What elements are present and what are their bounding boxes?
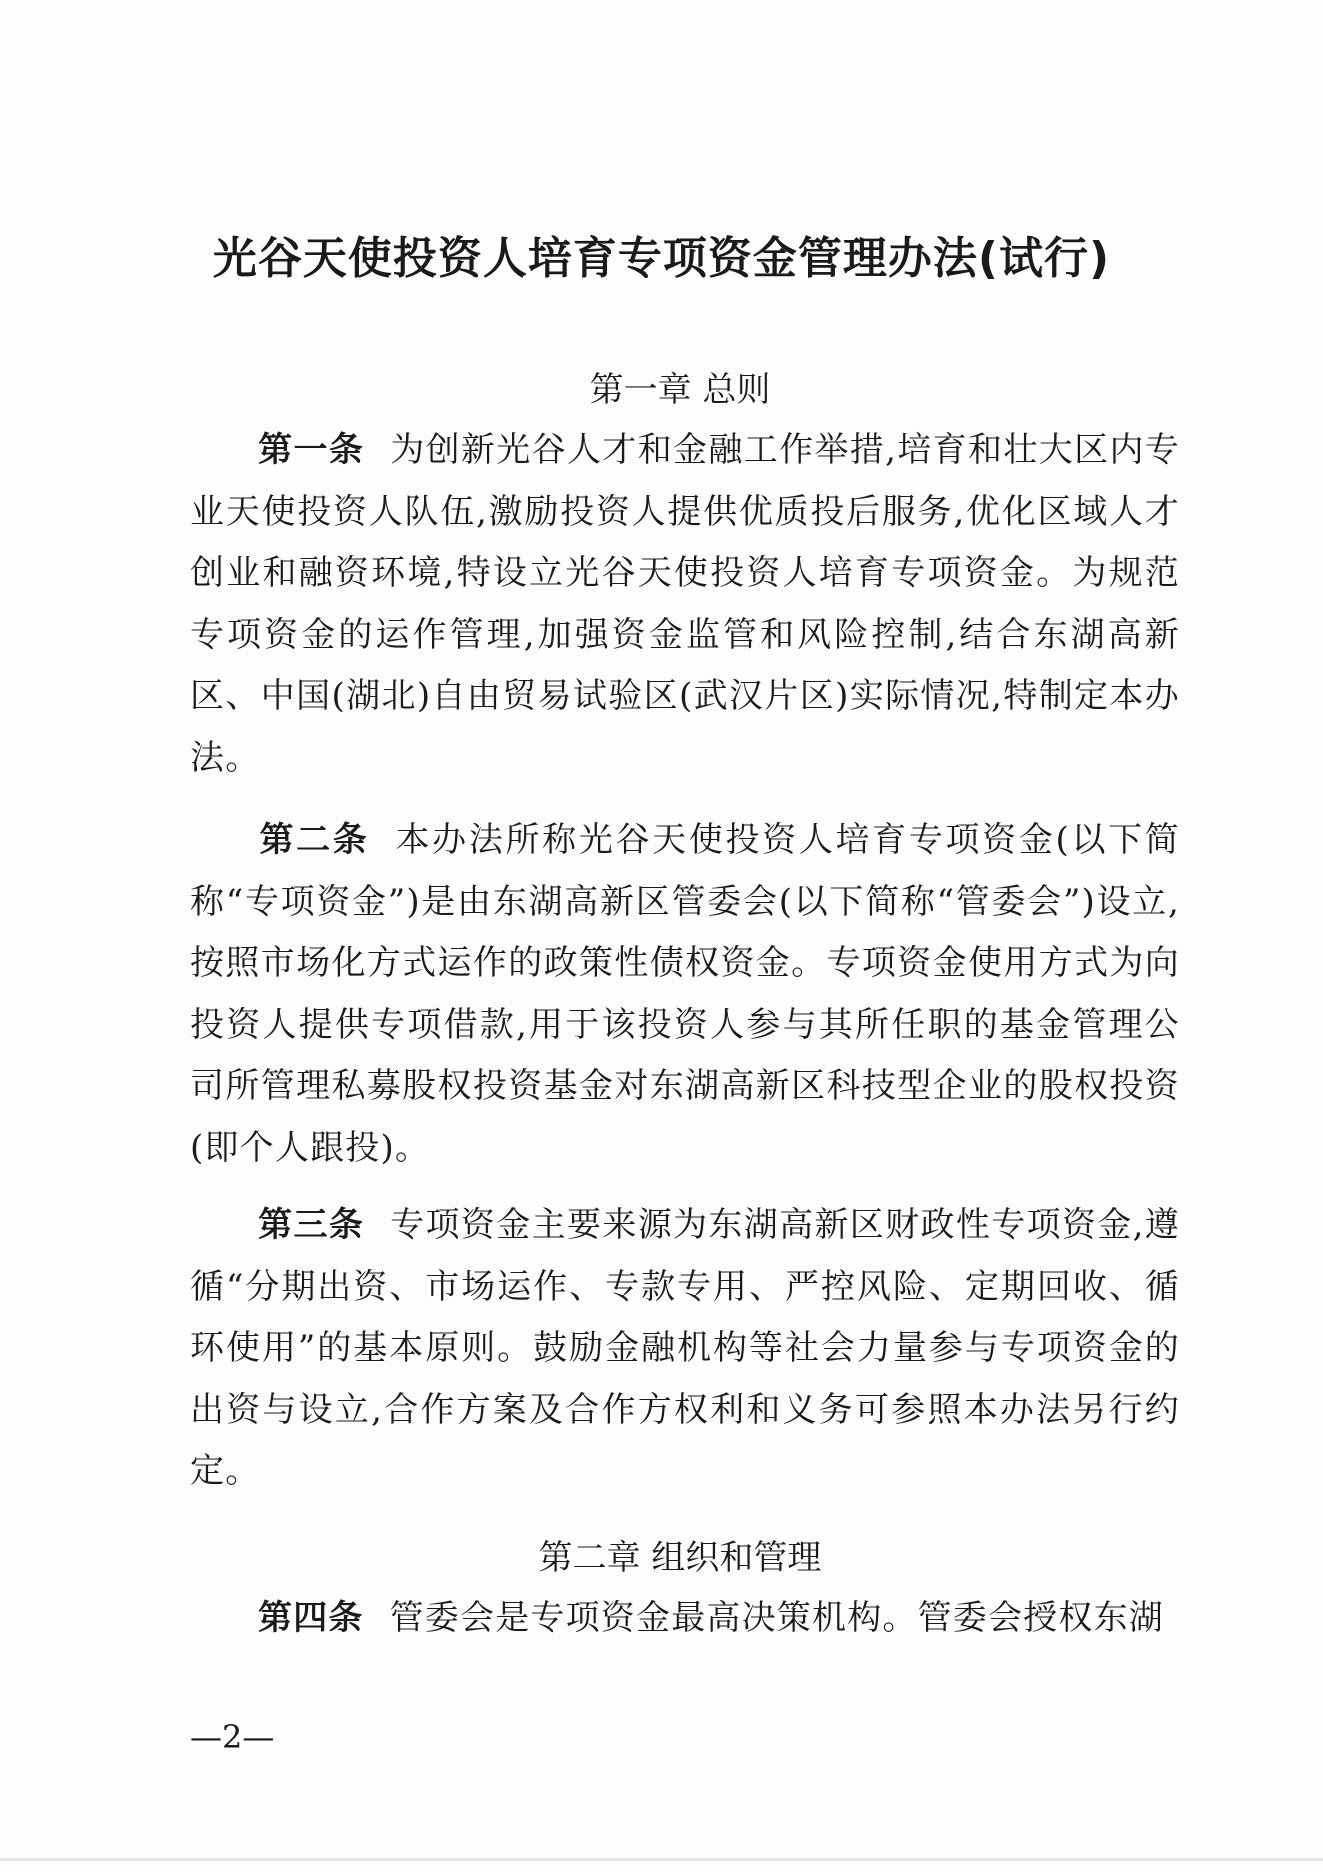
article-2 <box>190 810 1180 1179</box>
article-number: 第四条 <box>258 1598 364 1638</box>
article-4 <box>190 1588 1180 1650</box>
document-title: 光谷天使投资人培育专项资金管理办法(试行) <box>212 233 1111 284</box>
chapter-heading-1: 第一章 总则 <box>589 370 771 410</box>
article-number: 第一条 <box>258 430 365 470</box>
article-1 <box>190 420 1180 789</box>
page-number: —2— <box>190 1718 275 1756</box>
article-text: 本办法所称光谷天使投资人培育专项资金(以下简称“专项资金”)是由东湖高新区管委会(以下简称“管委会”)设立,按照市场化方式运作的政策性债权资金。专项资金使用方式为向投资人提供专项借款,用于该投资人参与其所任职的基金管理公司所管理私募股权投资基金对东湖高新区科技型企业的股权投资(即个人跟投)。 <box>190 820 1180 1168</box>
article-text: 专项资金主要来源为东湖高新区财政性专项资金,遵循“分期出资、市场运作、专款专用、严控风险、定期回收、循环使用”的基本原则。鼓励金融机构等社会力量参与专项资金的出资与设立,合作方案及合作方权利和义务可参照本办法另行约定。 <box>190 1205 1180 1491</box>
article-text: 为创新光谷人才和金融工作举措,培育和壮大区内专业天使投资人队伍,激励投资人提供优质投后服务,优化区域人才创业和融资环境,特设立光谷天使投资人培育专项资金。为规范专项资金的运作管理,加强资金监管和风险控制,结合东湖高新区、中国(湖北)自由贸易试验区(武汉片区)实际情况,特制定本办法。 <box>190 430 1180 778</box>
article-3 <box>190 1195 1180 1503</box>
article-number: 第二条 <box>258 820 370 860</box>
page-bottom-edge <box>0 1858 1323 1861</box>
article-text: 管委会是专项资金最高决策机构。管委会授权东湖 <box>389 1598 1165 1638</box>
article-number: 第三条 <box>258 1205 365 1245</box>
chapter-heading-2: 第二章 组织和管理 <box>538 1538 822 1578</box>
